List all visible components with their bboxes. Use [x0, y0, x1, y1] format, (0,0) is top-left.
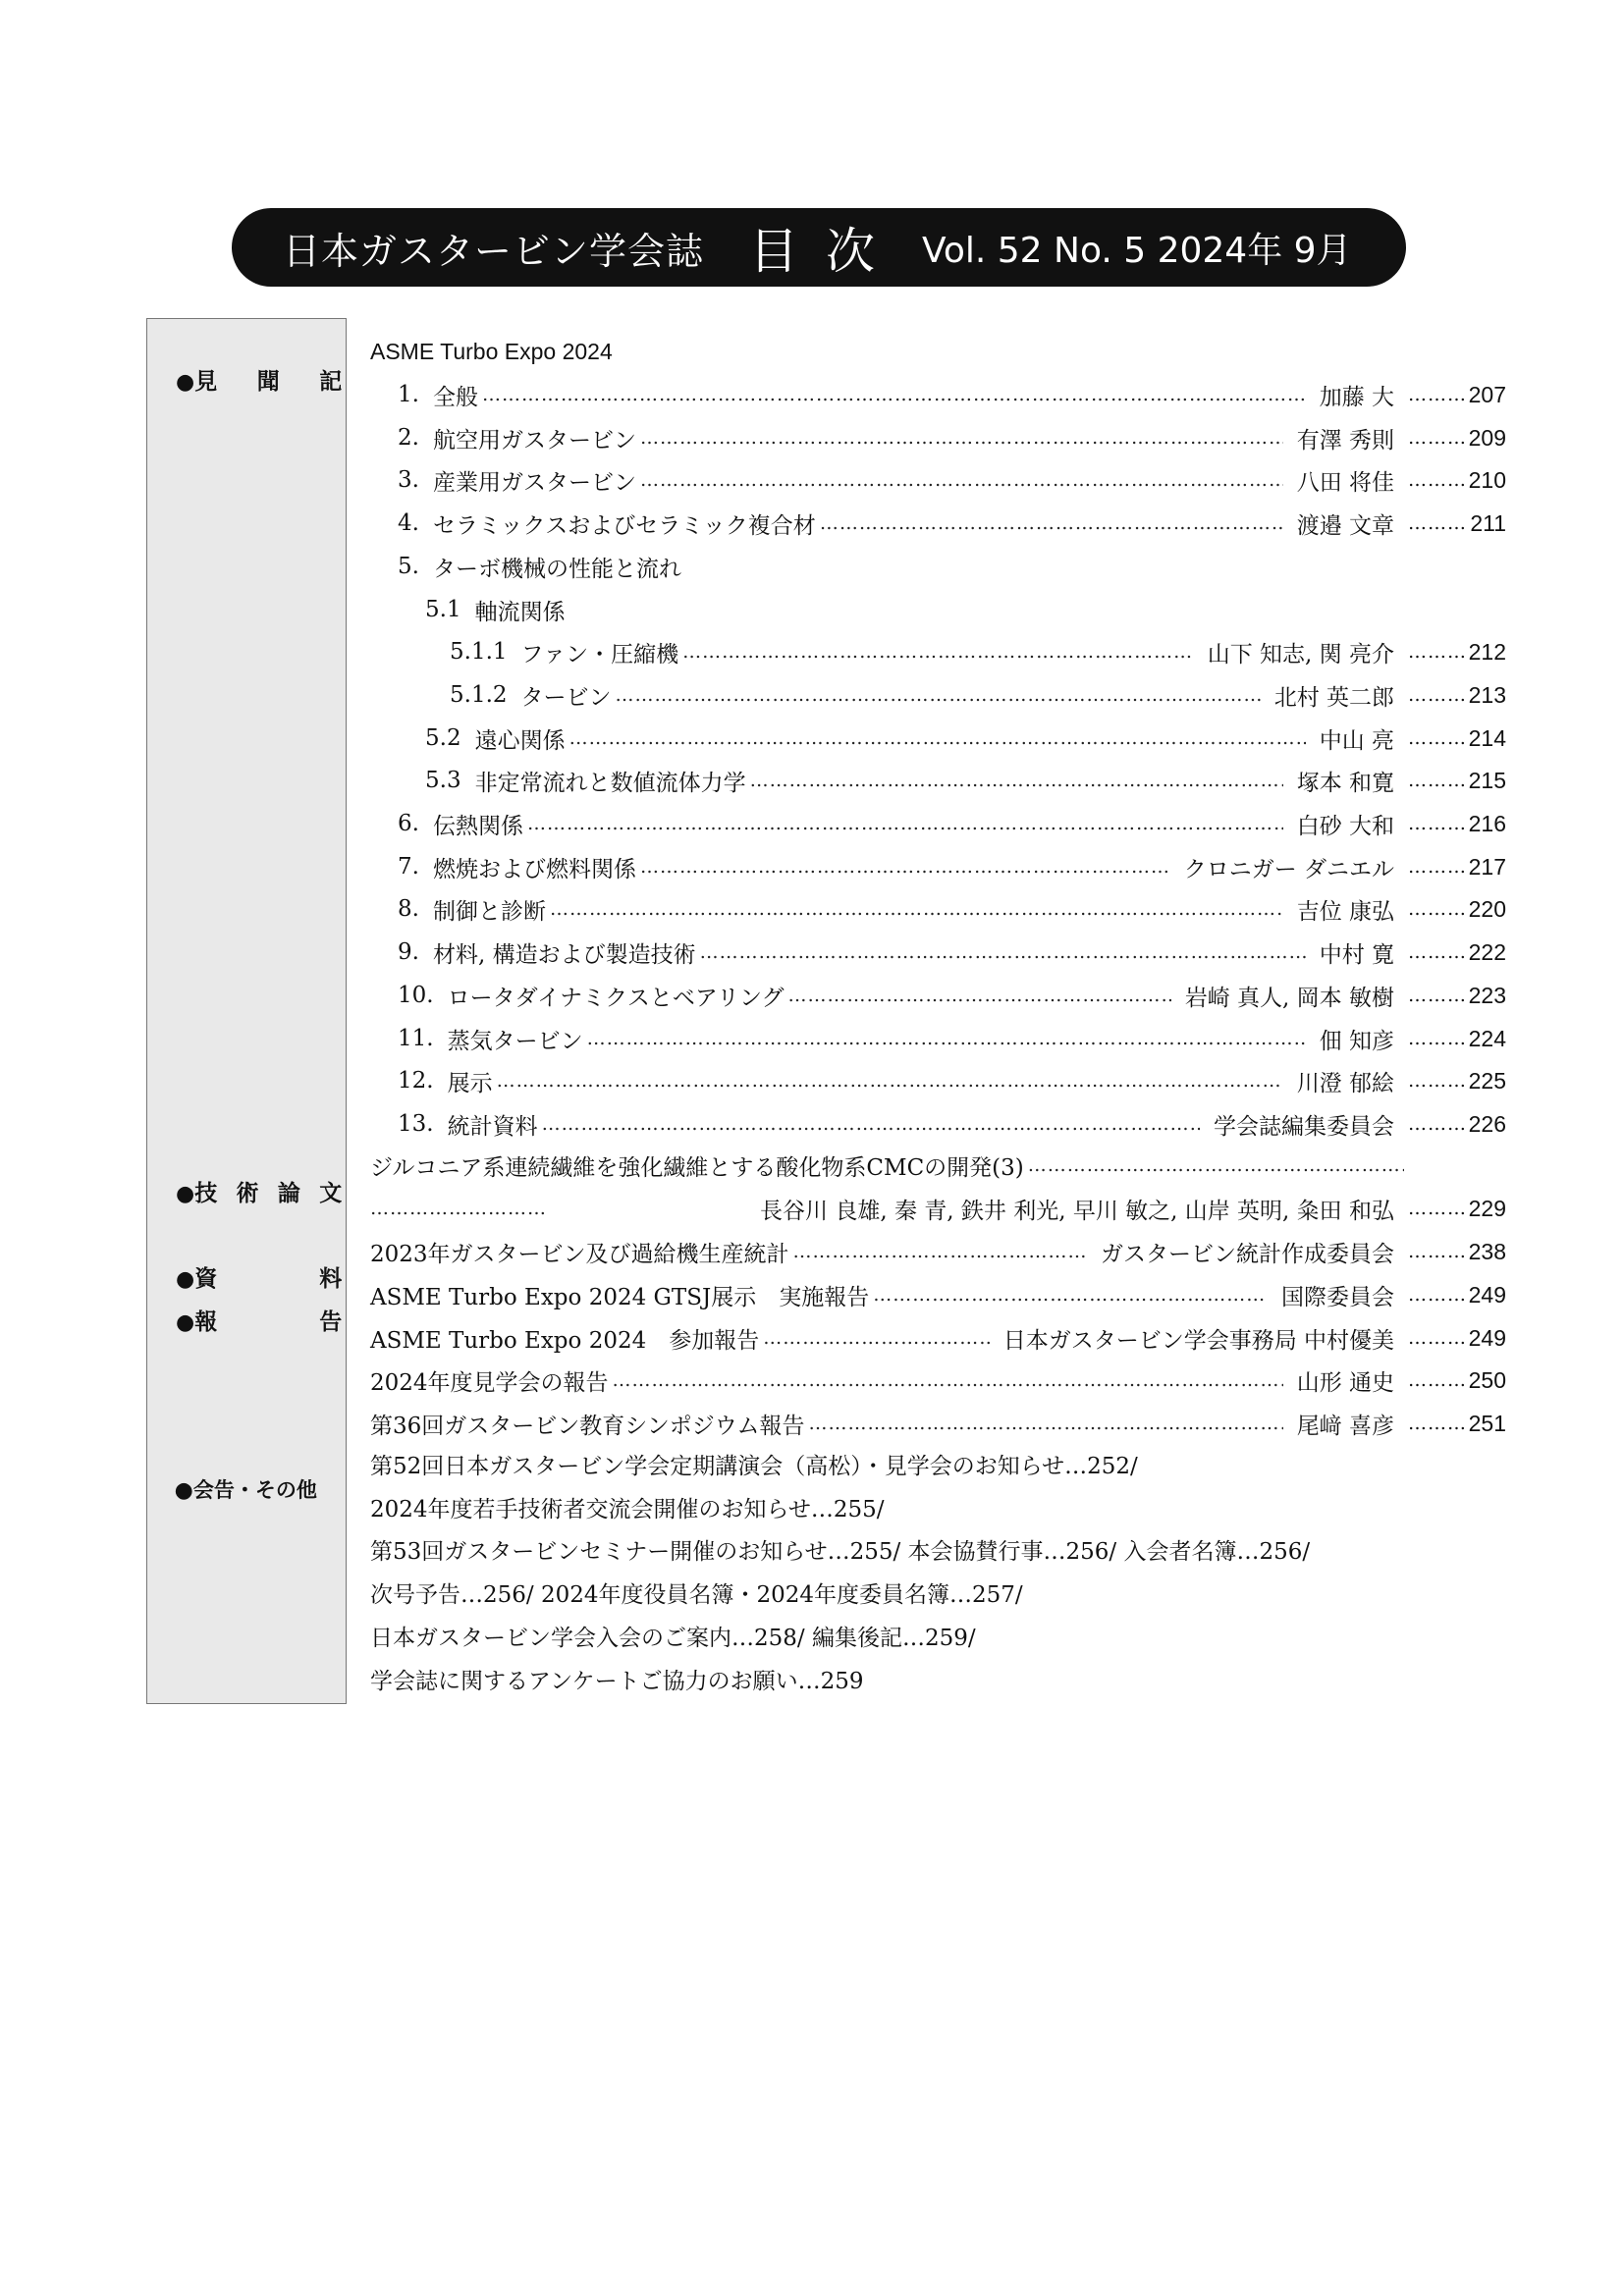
- toc-entry[interactable]: [450, 634, 1506, 669]
- section-label-hokoku: ●報 告: [176, 1309, 343, 1335]
- entry-author: 山形 通史: [1296, 1369, 1394, 1396]
- leader-dots: [1028, 1154, 1404, 1176]
- entry-title: タービン: [520, 684, 612, 711]
- entry-number: 5.1.1: [450, 639, 508, 665]
- toc-entry[interactable]: [398, 891, 1506, 927]
- entry-title: 展示: [447, 1070, 493, 1096]
- entry-number: 7.: [398, 854, 419, 880]
- entry-author: クロニガー ダニエル: [1183, 856, 1394, 882]
- gijutsu-author-row[interactable]: [370, 1191, 1506, 1226]
- page-number: ………………………… 212: [1394, 639, 1506, 666]
- page-number: ………………………… 211: [1394, 510, 1506, 537]
- toc-entry[interactable]: [398, 1063, 1506, 1098]
- section-label-gijutsu: ●技 術 論 文: [176, 1181, 343, 1206]
- entry-title: 軸流関係: [474, 599, 566, 625]
- page-number: ………………………… 207: [1394, 382, 1506, 408]
- page-number: ………………………… 229: [1394, 1196, 1506, 1222]
- toc-banner: [232, 208, 1406, 287]
- toc-entry[interactable]: [398, 462, 1506, 498]
- gijutsu-title: ジルコニア系連続繊維を強化繊維とする酸化物系CMCの開発(3): [370, 1154, 1024, 1181]
- volume-info: Vol. 52 No. 5 2024年 9月: [922, 230, 1352, 271]
- leader-dots: [640, 469, 1283, 491]
- entry-author: 加藤 大: [1319, 384, 1394, 410]
- entry-title: 伝熱関係: [432, 813, 523, 839]
- entry-title: ファン・圧縮機: [520, 641, 679, 667]
- section-label-shiryo: ●資 料: [176, 1266, 343, 1292]
- section-label-kenbunki: ●見 聞 記: [176, 369, 343, 395]
- entry-author: 日本ガスタービン学会事務局 中村優美: [1002, 1327, 1394, 1354]
- entry-author: 学会誌編集委員会: [1214, 1113, 1394, 1140]
- entry-title: 燃焼および燃料関係: [432, 856, 636, 882]
- page-number: ………………………… 210: [1394, 467, 1506, 494]
- entry-number: 6.: [398, 811, 419, 836]
- leader-dots: [700, 941, 1306, 963]
- entry-author: 佃 知彦: [1319, 1028, 1394, 1054]
- toc-entry[interactable]: [398, 806, 1506, 841]
- entry-author: 山下 知志, 関 亮介: [1207, 641, 1394, 667]
- kenbunki-heading: ASME Turbo Expo 2024: [370, 339, 613, 364]
- leader-dots: [763, 1327, 989, 1349]
- toc-entry[interactable]: [450, 677, 1506, 713]
- entry-number: 5.3: [425, 768, 461, 793]
- entry-number: 5.1: [425, 597, 461, 622]
- hokoku-entry[interactable]: [370, 1362, 1506, 1398]
- entry-title: 2024年度見学会の報告: [370, 1369, 609, 1396]
- journal-title: 日本ガスタービン学会誌: [283, 229, 705, 273]
- toc-entry[interactable]: [398, 849, 1506, 884]
- toc-entry[interactable]: [398, 1106, 1506, 1142]
- toc-entry[interactable]: [398, 978, 1506, 1013]
- notice-line[interactable]: 第53回ガスタービンセミナー開催のお知らせ…255/ 本会協賛行事…256/ 入会者名簿…256/: [370, 1539, 1311, 1565]
- entry-title: 統計資料: [447, 1113, 538, 1140]
- notice-line[interactable]: 学会誌に関するアンケートご協力のお願い…259: [370, 1669, 864, 1694]
- toc-entry[interactable]: [425, 763, 1506, 798]
- entry-author: 北村 英二郎: [1273, 684, 1394, 711]
- entry-author: 尾﨑 喜彦: [1296, 1413, 1394, 1439]
- leader-dots: [808, 1413, 1282, 1434]
- entry-title: 航空用ガスタービン: [432, 427, 636, 454]
- entry-title: 産業用ガスタービン: [432, 469, 636, 496]
- notice-line[interactable]: 2024年度若手技術者交流会開催のお知らせ…255/: [370, 1497, 885, 1522]
- leader-dots: [527, 813, 1283, 834]
- entry-number: 2.: [398, 425, 419, 451]
- leader-dots: [497, 1070, 1283, 1092]
- toc-entry[interactable]: [425, 592, 566, 627]
- entry-number: 13.: [398, 1111, 434, 1137]
- entry-title: 制御と診断: [432, 898, 546, 925]
- shiryo-row[interactable]: [370, 1234, 1506, 1269]
- entry-title: ターボ機械の性能と流れ: [432, 556, 681, 582]
- entry-number: 5.2: [425, 725, 461, 751]
- notice-line[interactable]: 第52回日本ガスタービン学会定期講演会（高松）・見学会のお知らせ…252/: [370, 1454, 1138, 1479]
- entry-number: 10.: [398, 983, 434, 1008]
- entry-author: 八田 将佳: [1296, 469, 1394, 496]
- gijutsu-title-row[interactable]: [370, 1148, 1506, 1183]
- leader-dots: [370, 1198, 547, 1219]
- page-number: ………………………… 250: [1394, 1367, 1506, 1394]
- page-number: ………………………… 224: [1394, 1026, 1506, 1052]
- leader-dots: [550, 898, 1283, 920]
- entry-title: 第36回ガスタービン教育シンポジウム報告: [370, 1413, 805, 1439]
- leader-dots: [682, 641, 1194, 663]
- entry-author: 渡邉 文章: [1296, 512, 1394, 539]
- page-number: ………………………… 217: [1394, 854, 1506, 881]
- entry-title: ASME Turbo Expo 2024 GTSJ展示 実施報告: [370, 1284, 870, 1310]
- leader-dots: [640, 856, 1170, 878]
- page-number: ………………………… 214: [1394, 725, 1506, 752]
- entry-number: 12.: [398, 1068, 434, 1094]
- entry-number: 5.: [398, 554, 419, 579]
- entry-number: 5.1.2: [450, 682, 508, 708]
- page-number: ………………………… 223: [1394, 983, 1506, 1009]
- page-number: ………………………… 251: [1394, 1411, 1506, 1437]
- notice-line[interactable]: 日本ガスタービン学会入会のご案内…258/ 編集後記…259/: [370, 1626, 976, 1651]
- entry-author: 吉位 康弘: [1296, 898, 1394, 925]
- page-number: ………………………… 226: [1394, 1111, 1506, 1138]
- gijutsu-authors: 長谷川 良雄, 秦 青, 鉄井 利光, 早川 敏之, 山岸 英明, 粂田 和弘: [760, 1198, 1394, 1224]
- entry-number: 8.: [398, 896, 419, 922]
- leader-dots: [569, 727, 1306, 749]
- entry-author: 中村 寛: [1319, 941, 1394, 968]
- shiryo-title: 2023年ガスタービン及び過給機生産統計: [370, 1241, 789, 1267]
- page-number: ………………………… 249: [1394, 1282, 1506, 1308]
- entry-author: 塚本 和寛: [1296, 770, 1394, 796]
- toc-entry[interactable]: [398, 377, 1506, 412]
- leader-dots: [788, 985, 1171, 1006]
- entry-title: ロータダイナミクスとベアリング: [447, 985, 785, 1011]
- entry-number: 4.: [398, 510, 419, 536]
- toc-entry[interactable]: [398, 506, 1506, 541]
- section-label-kaikoku: ●会告・その他: [174, 1478, 317, 1503]
- hokoku-entry[interactable]: [370, 1277, 1506, 1312]
- page-number: ………………………… 220: [1394, 896, 1506, 923]
- leader-dots: [542, 1113, 1200, 1135]
- page-number: ………………………… 225: [1394, 1068, 1506, 1095]
- entry-number: 9.: [398, 939, 419, 965]
- entry-number: 1.: [398, 382, 419, 407]
- mokuji-title: 目次: [749, 223, 903, 280]
- toc-entry[interactable]: [398, 549, 681, 584]
- leader-dots: [640, 427, 1283, 449]
- leader-dots: [793, 1241, 1087, 1262]
- entry-author: 岩崎 真人, 岡本 敏樹: [1184, 985, 1394, 1011]
- notice-line[interactable]: 次号予告…256/ 2024年度役員名簿・2024年度委員名簿…257/: [370, 1582, 1023, 1608]
- entry-title: 全般: [432, 384, 478, 410]
- leader-dots: [873, 1284, 1268, 1306]
- page-number: ………………………… 222: [1394, 939, 1506, 966]
- entry-title: セラミックスおよびセラミック複合材: [432, 512, 816, 539]
- page-number: ………………………… 213: [1394, 682, 1506, 709]
- entry-number: 3.: [398, 467, 419, 493]
- entry-title: 蒸気タービン: [447, 1028, 583, 1054]
- page-number: ………………………… 249: [1394, 1325, 1506, 1352]
- page-number: ………………………… 216: [1394, 811, 1506, 837]
- toc-entry[interactable]: [398, 934, 1506, 970]
- entry-title: 遠心関係: [474, 727, 566, 754]
- toc-entry[interactable]: [398, 1021, 1506, 1056]
- entry-author: 川澄 郁絵: [1296, 1070, 1394, 1096]
- leader-dots: [587, 1028, 1306, 1049]
- leader-dots: [616, 684, 1261, 706]
- leader-dots: [750, 770, 1283, 791]
- shiryo-author: ガスタービン統計作成委員会: [1101, 1241, 1394, 1267]
- entry-number: 11.: [398, 1026, 434, 1051]
- entry-author: 国際委員会: [1281, 1284, 1394, 1310]
- entry-title: 非定常流れと数値流体力学: [474, 770, 746, 796]
- page-number: ………………………… 215: [1394, 768, 1506, 794]
- leader-dots: [820, 512, 1283, 534]
- entry-title: 材料, 構造および製造技術: [432, 941, 696, 968]
- page-number: ………………………… 209: [1394, 425, 1506, 452]
- entry-author: 有澤 秀則: [1296, 427, 1394, 454]
- entry-title: ASME Turbo Expo 2024 参加報告: [370, 1327, 760, 1354]
- toc-entry[interactable]: [425, 721, 1506, 756]
- entry-author: 中山 亮: [1319, 727, 1394, 754]
- leader-dots: [482, 384, 1306, 405]
- hokoku-entry[interactable]: [370, 1320, 1506, 1356]
- leader-dots: [613, 1369, 1283, 1391]
- hokoku-entry[interactable]: [370, 1406, 1506, 1441]
- toc-entry[interactable]: [398, 420, 1506, 455]
- entry-author: 白砂 大和: [1296, 813, 1394, 839]
- page-number: ………………………… 238: [1394, 1239, 1506, 1265]
